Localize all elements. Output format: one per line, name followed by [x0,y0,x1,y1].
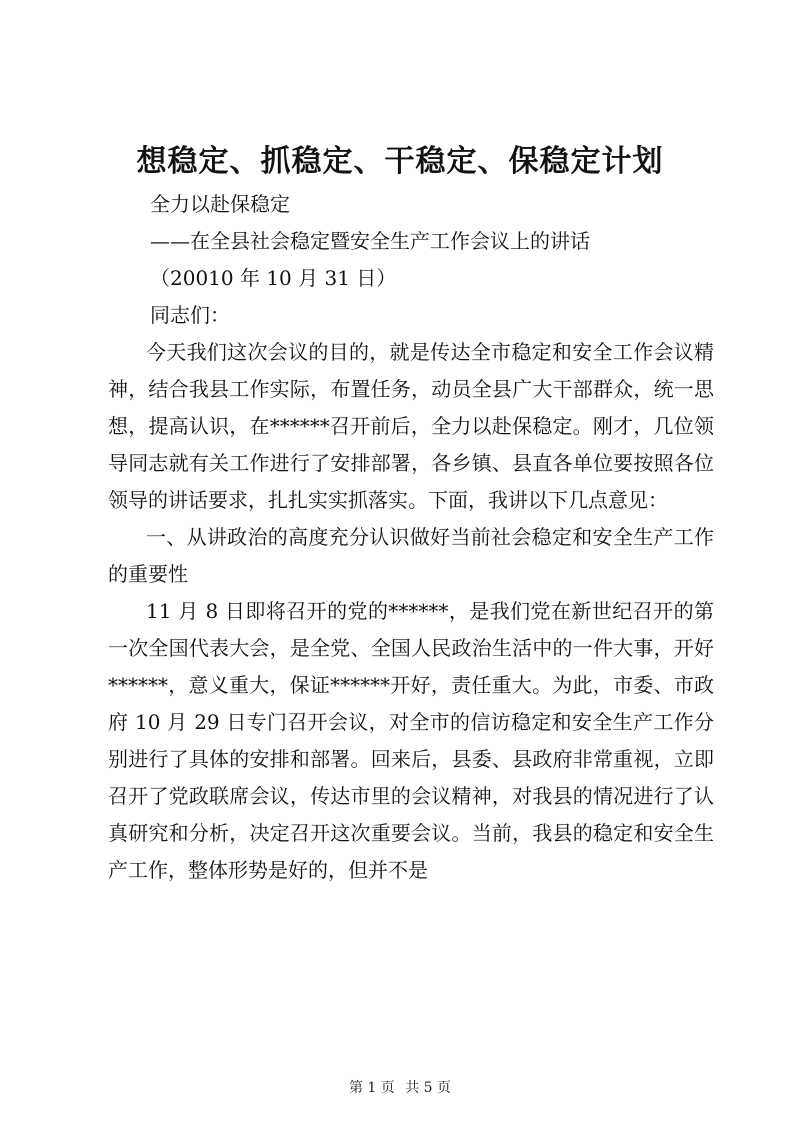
paragraph-intro: 今天我们这次会议的目的，就是传达全市稳定和安全工作会议精神，结合我县工作实际，布置任务，动员全县广大干部群众，统一思想，提高认识，在******召开前后，全力以赴保稳定。刚才，几位领导同志就有关工作进行了安排部署，各乡镇、县直各单位要按照各位领导的讲话要求，扎扎实实抓落实。下面，我讲以下几点意见： [108,340,714,512]
paragraph-section-1: 11 月 8 日即将召开的党的******，是我们党在新世纪召开的第一次全国代表大会，是全党、全国人民政治生活中的一件大事，开好******，意义重大，保证******开好，责任重大。为此，市委、市政府 10 月 29 日专门召开会议，对全市的信访稳定和安全生产工作分别进行了具体的安排和部署。回来后，县委、县政府非常重视，立即召开了党政联席会议，传达市里的会议精神，对我县的情况进行了认真研究和分析，决定召开这次重要会议。当前，我县的稳定和安全生产工作，整体形势是好的，但并不是 [108,599,714,882]
section-heading-1: 一、从讲政治的高度充分认识做好当前社会稳定和安全生产工作的重要性 [108,525,714,586]
speech-line: ——在全县社会稳定暨安全生产工作会议上的讲话 [150,229,590,253]
document-body [108,186,714,889]
salutation: 同志们： [150,303,230,327]
page-footer [0,1078,800,1098]
page-total: 共 5 页 [405,1080,452,1096]
document-title: 想稳定、抓稳定、干稳定、保稳定计划 [136,144,664,179]
date-line: （20010 年 10 月 31 日） [150,266,397,290]
subtitle: 全力以赴保稳定 [150,192,290,216]
page-number: 第 1 页 [348,1080,395,1096]
